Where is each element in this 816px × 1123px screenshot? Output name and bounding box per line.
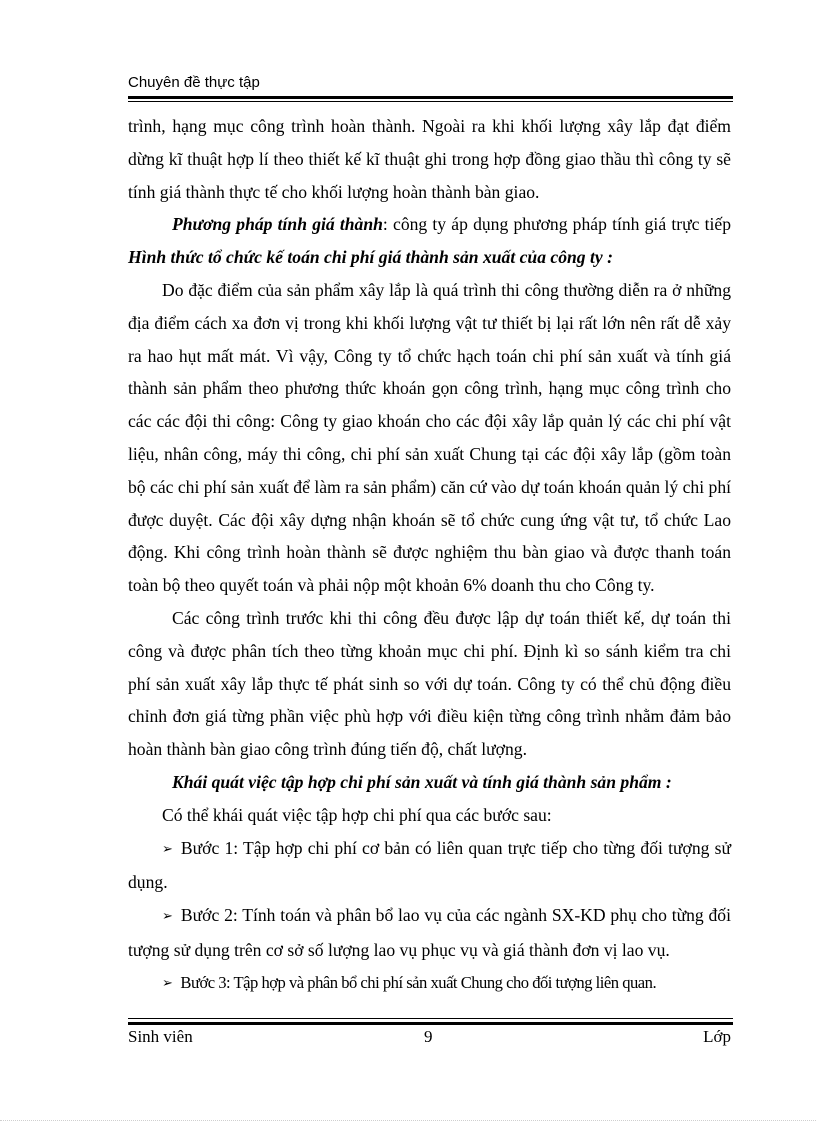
bullet-step-3 [128, 967, 731, 1001]
arrow-bullet-icon: ➢ [162, 908, 173, 924]
header-rule-thin [128, 101, 733, 102]
paragraph-3: Do đặc điểm của sản phẩm xây lắp là quá trình thi công thường diễn ra ở những địa điểm cách xa đơn vị trong khi khối lượng vật tư thiết bị lại rất lớn nên rất dễ xảy ra hao hụt mất mát. Vì vậy, Công ty tổ chức hạch toán chi phí sản xuất và tính giá thành sản phẩm theo phương thức khoán gọn công trình, hạng mục công trình cho các các đội thi công: Công ty giao khoán cho các đội xây lắp quản lý các chi phí vật liệu, nhân công, máy thi công, chi phí sản xuất Chung tại các đội xây lắp (gồm toàn bộ các chi phí sản xuất để làm ra sản phẩm) căn cứ vào dự toán khoán quản lý chi phí được duyệt. Các đội xây dựng nhận khoán sẽ tổ chức cung ứng vật tư, tổ chức Lao động. Khi công trình hoàn thành sẽ được nghiệm thu bàn giao và được thanh toán toàn bộ theo quyết toán và phải nộp một khoản 6% doanh thu cho Công ty. [128, 279, 731, 596]
arrow-bullet-icon: ➢ [162, 840, 173, 856]
footer-rule-thin [128, 1018, 733, 1019]
heading-summary [128, 766, 731, 799]
paragraph-6: Có thể khái quát việc tập hợp chi phí qua các bước sau: [162, 804, 552, 825]
bullet-step-1 [128, 832, 731, 900]
bullet-step-2 [128, 899, 731, 967]
heading-summary-text: Khái quát việc tập hợp chi phí sản xuất và tính giá thành sản phẩm : [172, 771, 672, 792]
paragraph-2-text: : công ty áp dụng phương pháp tính giá trực tiếp [382, 214, 731, 235]
page-header-title: Chuyên đề thực tập [128, 74, 260, 91]
bullet-step-2-text: Bước 2: Tính toán và phân bổ lao vụ của các ngành SX-KD phụ cho từng đối tượng sử dụng trên cơ sở số lượng lao vụ phục vụ và giá thành đơn vị lao vụ. [128, 905, 731, 960]
bullet-step-3-text: Bước 3: Tập hợp và phân bổ chi phí sản xuất Chung cho đối tượng liên quan. [180, 972, 657, 992]
page-number: 9 [424, 1027, 433, 1046]
heading-accounting-form: Hình thức tổ chức kế toán chi phí giá thành sản xuất của công ty : [128, 247, 613, 268]
bullet-step-1-text: Bước 1: Tập hợp chi phí cơ bản có liên quan trực tiếp cho từng đối tượng sử dụng. [128, 837, 731, 893]
header-rule-thick [128, 96, 733, 99]
footer-class-label: Lớp [703, 1027, 731, 1046]
arrow-bullet-icon: ➢ [162, 974, 173, 990]
paragraph-1: trình, hạng mục công trình hoàn thành. Ngoài ra khi khối lượng xây lắp đạt điểm dừng kĩ thuật hợp lí theo thiết kế kĩ thuật ghi trong hợp đồng giao thầu thì công ty sẽ tính giá thành thực tế cho khối lượng hoàn thành bàn giao. [128, 116, 731, 202]
document-body [128, 110, 731, 1001]
footer-rule-thick [128, 1022, 733, 1025]
footer-student-label: Sinh viên [128, 1027, 193, 1046]
paragraph-4: Các công trình trước khi thi công đều được lập dự toán thiết kế, dự toán thi công và được phân tích theo từng khoản mục chi phí. Định kì so sánh kiểm tra chi phí sản xuất xây lắp thực tế phát sinh so với dự toán. Công ty có thể chủ động điều chỉnh đơn giá từng phần việc phù hợp với điều kiện từng công trình nhằm đảm bảo hoàn thành bàn giao công trình đúng tiến độ, chất lượng. [128, 607, 731, 760]
page-bottom-dotted-line [0, 1120, 816, 1121]
heading-pricing-method: Phương pháp tính giá thành [172, 214, 383, 235]
paragraph-2 [128, 208, 731, 274]
